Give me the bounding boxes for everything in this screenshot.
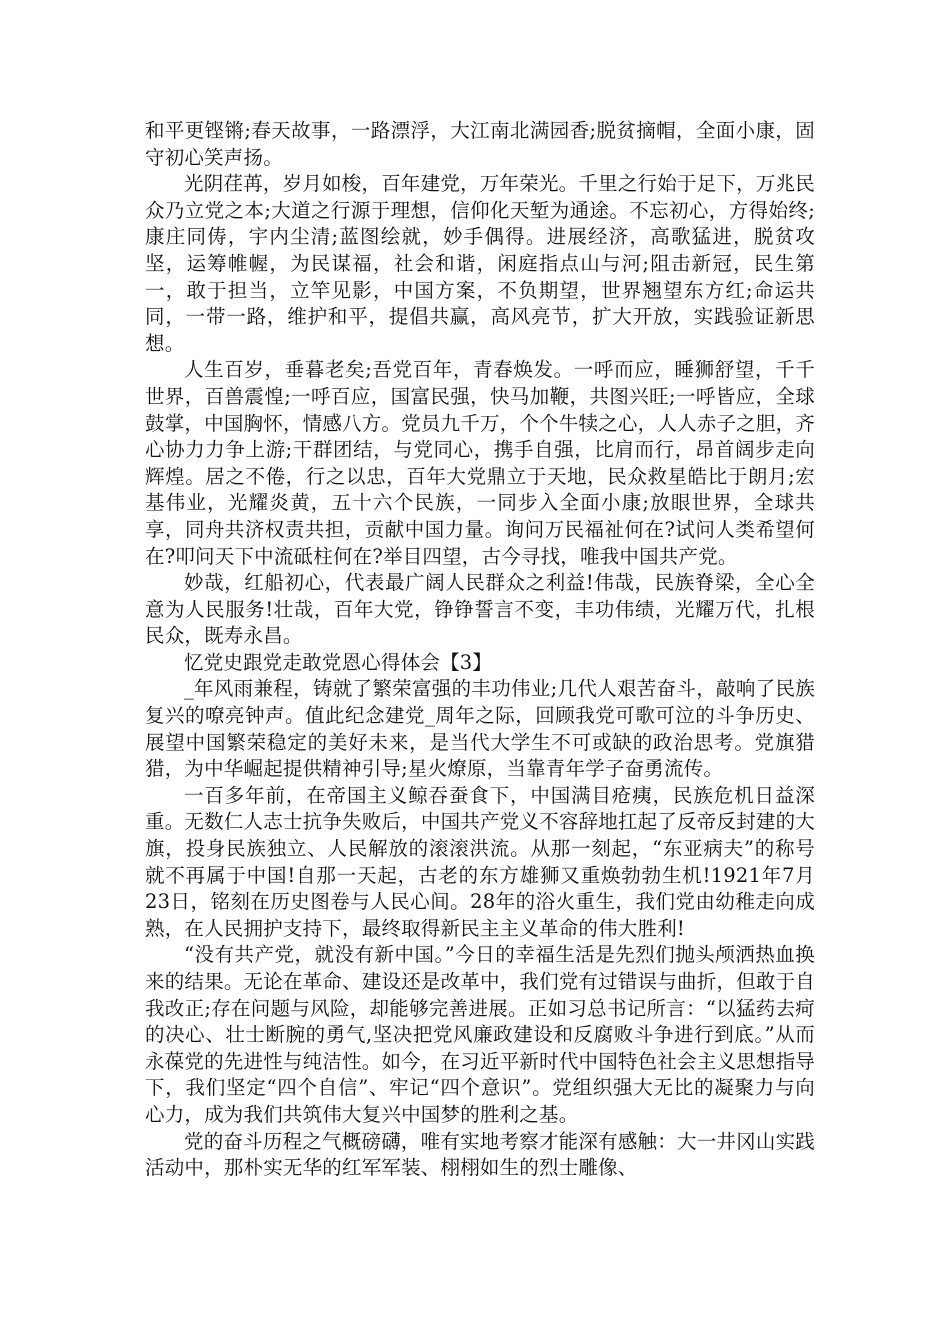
paragraph: 一百多年前，在帝国主义鲸吞蚕食下，中国满目疮痍，民族危机日益深重。无数仁人志士抗争失败后，中国共产党义不容辞地扛起了反帝反封建的大旗，投身民族独立、人民解放的滚滚洪流。从那一刻起，“东亚病夫”的称号就不再属于中国!自那一天起，古老的东方雄狮又重焕勃勃生机!1921年7月23日，铭刻在历史图卷与人民心间。28年的浴火重生，我们党由幼稚走向成熟，在人民拥护支持下，最终取得新民主主义革命的伟大胜利! bbox=[145, 783, 815, 940]
section-heading: 忆党史跟党走敢党恩心得体会【3】 bbox=[184, 650, 493, 674]
paragraph: 光阴荏苒，岁月如梭，百年建党，万年荣光。千里之行始于足下，万兆民众乃立党之本;大道之行源于理想，信仰化天堑为通途。不忘初心，方得始终;康庄同俦，宇内尘清;蓝图绘就，妙手偶得。进展经济，高歌猛进，脱贫攻坚，运筹帷幄，为民谋福，社会和谐，闲庭指点山与河;阻击新冠，民生第一，敢于担当，立竿见影，中国方案，不负期望，世界翘望东方红;命运共同，一带一路，维护和平，提倡共赢，高风亮节，扩大开放，实践验证新思想。 bbox=[145, 172, 815, 355]
paragraph: 妙哉，红船初心，代表最广阔人民群众之利益!伟哉，民族脊梁，全心全意为人民服务!壮哉，百年大党，铮铮誓言不变，丰功伟绩，光耀万代，扎根民众，既寿永昌。 bbox=[145, 571, 815, 648]
paragraph: 人生百岁，垂暮老矣;吾党百年，青春焕发。一呼而应，睡狮舒望，千千世界，百兽震惶;一呼百应，国富民强，快马加鞭，共图兴旺;一呼皆应，全球鼓掌，中国胸怀，情感八方。党员九千万，个个牛犊之心，人人赤子之胆，齐心协力力争上游;干群团结，与党同心，携手自强，比肩而行，昂首阔步走向辉煌。居之不倦，行之以忠，百年大党鼎立于天地，民众救星皓比于朗月;宏基伟业，光耀炎黄，五十六个民族，一同步入全面小康;放眼世界，全球共享，同舟共济权责共担，贡献中国力量。询问万民福祉何在?试问人类希望何在?叩问天下中流砥柱何在?举目四望，古今寻找，唯我中国共产党。 bbox=[145, 358, 815, 568]
paragraph-continued: 和平更铿锵;春天故事，一路漂浮，大江南北满园香;脱贫摘帽，全面小康，固守初心笑声扬。 bbox=[145, 119, 815, 169]
paragraph: _年风雨兼程，铸就了繁荣富强的丰功伟业;几代人艰苦奋斗，敲响了民族复兴的嘹亮钟声。值此纪念建党_周年之际，回顾我党可歌可泣的斗争历史、展望中国繁荣稳定的美好未来，是当代大学生不可或缺的政治思考。党旗猎猎，为中华崛起提供精神引导;星火燎原，当靠青年学子奋勇流传。 bbox=[145, 677, 815, 781]
document-body bbox=[145, 118, 815, 1182]
paragraph: “没有共产党，就没有新中国。”今日的幸福生活是先烈们抛头颅洒热血换来的结果。无论在革命、建设还是改革中，我们党有过错误与曲折，但敢于自我改正;存在问题与风险，却能够完善进展。正如习总书记所言：“以猛药去疴的决心、壮士断腕的勇气,坚决把党风廉政建设和反腐败斗争进行到底。”从而永葆党的先进性与纯洁性。如今，在习近平新时代中国特色社会主义思想指导下，我们坚定“四个自信”、牢记“四个意识”。党组织强大无比的凝聚力与向心力，成为我们共筑伟大复兴中国梦的胜利之基。 bbox=[145, 943, 815, 1126]
paragraph: 党的奋斗历程之气概磅礴，唯有实地考察才能深有感触：大一井冈山实践活动中，那朴实无华的红军军装、栩栩如生的烈士雕像、 bbox=[145, 1129, 815, 1180]
